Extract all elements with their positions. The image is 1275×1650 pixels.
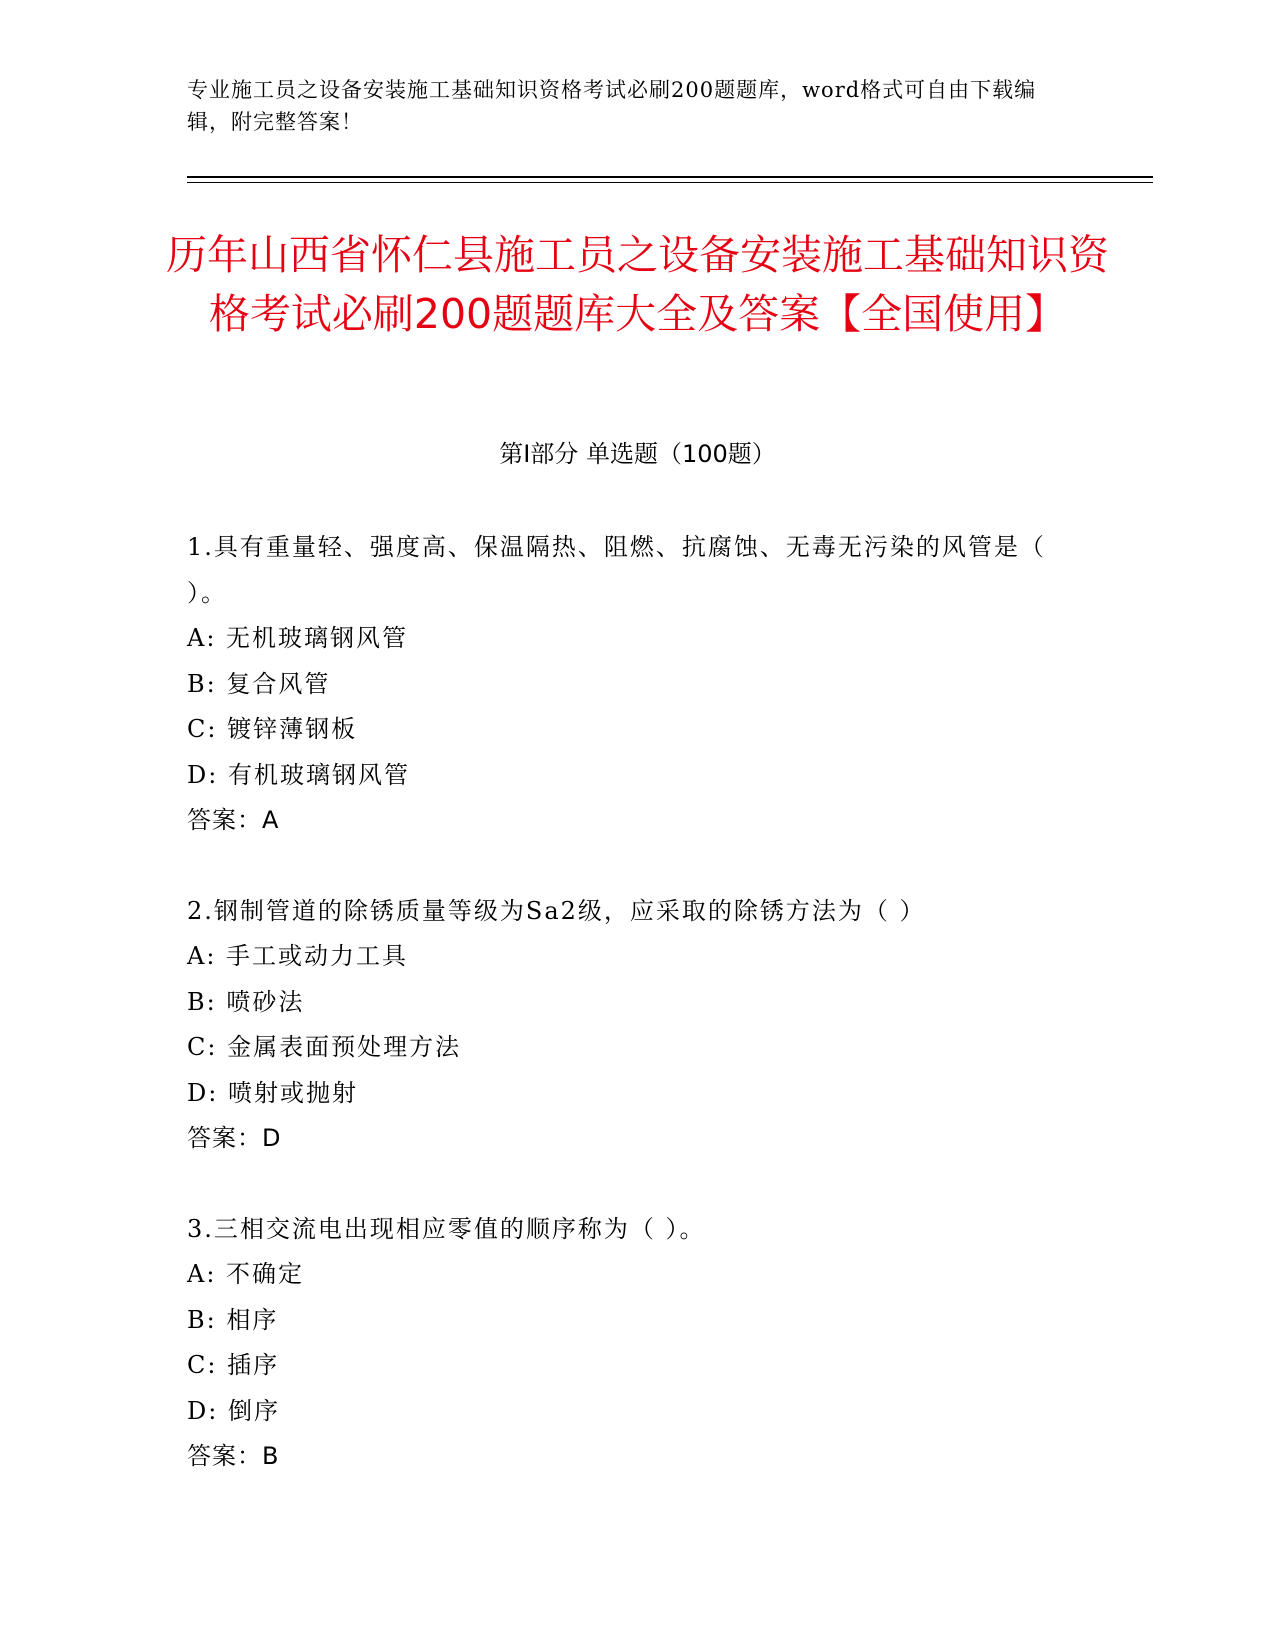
question-stem: 3.三相交流电出现相应零值的顺序称为（ ）。 bbox=[187, 1214, 706, 1243]
answer-label: 答案：D bbox=[187, 1124, 282, 1152]
option-c: C: 金属表面预处理方法 bbox=[187, 1033, 462, 1061]
option-c: C: 镀锌薄钢板 bbox=[187, 715, 358, 743]
question-item bbox=[187, 525, 1067, 844]
document-title: 历年山西省怀仁县施工员之设备安装施工基础知识资格考试必刷200题题库大全及答案【全国使用】 bbox=[166, 231, 1109, 338]
option-b: B: 相序 bbox=[187, 1305, 279, 1334]
header-divider-thick bbox=[187, 176, 1153, 178]
answer-label: 答案：A bbox=[187, 806, 280, 834]
option-a: A: 手工或动力工具 bbox=[187, 942, 409, 970]
answer-label: 答案：B bbox=[187, 1442, 280, 1470]
question-stem: 1.具有重量轻、强度高、保温隔热、阻燃、抗腐蚀、无毒无污染的风管是（ ）。 bbox=[187, 533, 1046, 607]
header-divider-thin bbox=[187, 182, 1153, 183]
option-c: C: 插序 bbox=[187, 1351, 280, 1379]
question-item bbox=[187, 889, 1067, 1162]
option-b: B: 复合风管 bbox=[187, 669, 331, 698]
header-note: 专业施工员之设备安装施工基础知识资格考试必刷200题题库，word格式可自由下载编辑，附完整答案！ bbox=[187, 78, 1037, 134]
option-d: D: 喷射或抛射 bbox=[187, 1078, 358, 1107]
option-d: D: 有机玻璃钢风管 bbox=[187, 760, 410, 789]
section-heading: 第Ⅰ部分 单选题（100题） bbox=[499, 440, 776, 468]
option-a: A: 无机玻璃钢风管 bbox=[187, 624, 409, 652]
option-d: D: 倒序 bbox=[187, 1396, 280, 1425]
question-item bbox=[187, 1207, 1067, 1480]
option-b: B: 喷砂法 bbox=[187, 987, 305, 1016]
option-a: A: 不确定 bbox=[187, 1260, 305, 1288]
question-stem: 2.钢制管道的除锈质量等级为Sa2级，应采取的除锈方法为（ ） bbox=[187, 896, 926, 925]
question-list bbox=[187, 525, 1067, 1525]
